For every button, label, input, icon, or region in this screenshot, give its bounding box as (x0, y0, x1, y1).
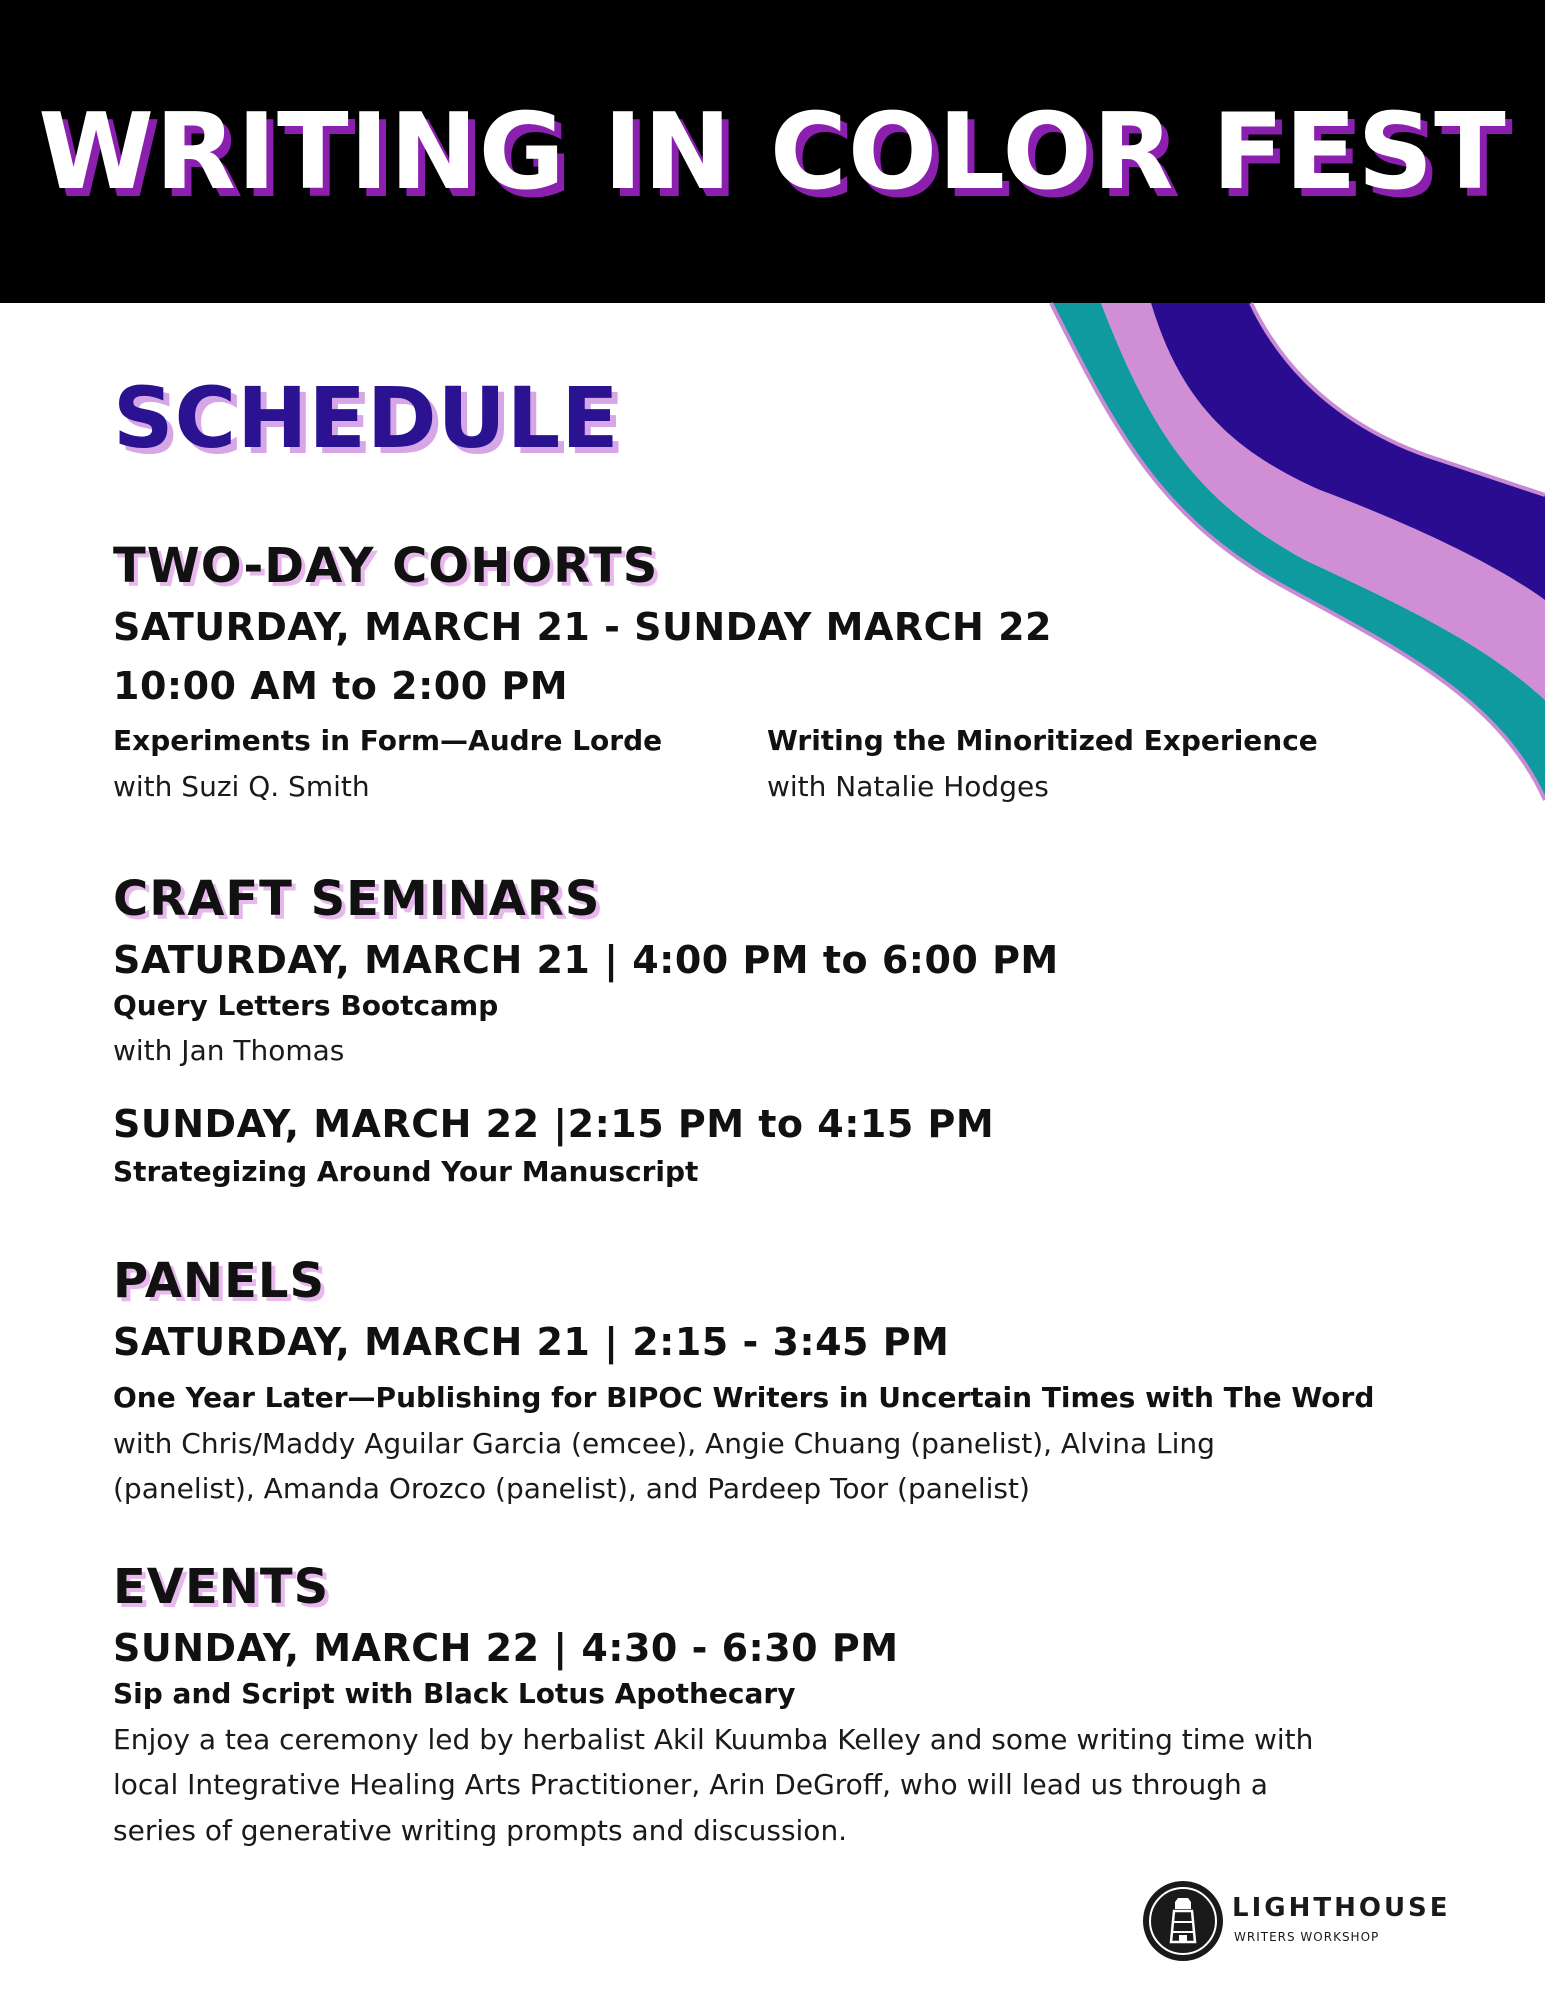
panel-title: One Year Later—Publishing for BIPOC Writers in Uncertain Times with The Word (113, 1381, 1375, 1414)
craft-slot-title: Strategizing Around Your Manuscript (113, 1155, 699, 1188)
event-description: series of generative writing prompts and discussion. (113, 1814, 848, 1847)
panel-description: (panelist), Amanda Orozco (panelist), and Pardeep Toor (panelist) (113, 1472, 1030, 1505)
craft-slot-date: SUNDAY, MARCH 22 |2:15 PM to 4:15 PM (113, 1102, 995, 1146)
logo-name: LIGHTHOUSE (1232, 1893, 1451, 1923)
fest-title: WRITING IN COLOR FEST (38, 91, 1507, 213)
craft-slot-title: Query Letters Bootcamp (113, 989, 499, 1022)
events-date: SUNDAY, MARCH 22 | 4:30 - 6:30 PM (113, 1626, 899, 1670)
cohort-session-title: Experiments in Form—Audre Lorde (113, 724, 663, 757)
craft-slot-leader: with Jan Thomas (113, 1034, 345, 1067)
event-description: local Integrative Healing Arts Practitioner, Arin DeGroff, who will lead us through a (113, 1768, 1268, 1801)
panels-heading: PANELS (113, 1253, 326, 1309)
cohort-session-leader: with Suzi Q. Smith (113, 770, 370, 803)
event-description: Enjoy a tea ceremony led by herbalist Akil Kuumba Kelley and some writing time with (113, 1723, 1314, 1756)
craft-slot-date: SATURDAY, MARCH 21 | 4:00 PM to 6:00 PM (113, 938, 1059, 982)
lighthouse-icon (1142, 1880, 1224, 1962)
cohorts-time: 10:00 AM to 2:00 PM (113, 664, 569, 708)
cohort-session-title: Writing the Minoritized Experience (767, 724, 1318, 757)
panel-description: with Chris/Maddy Aguilar Garcia (emcee), Angie Chuang (panelist), Alvina Ling (113, 1427, 1215, 1460)
schedule-heading: SCHEDULE (113, 369, 620, 467)
event-title: Sip and Script with Black Lotus Apothecary (113, 1677, 796, 1710)
logo-subtitle: WRITERS WORKSHOP (1234, 1930, 1380, 1944)
cohort-session-leader: with Natalie Hodges (767, 770, 1049, 803)
events-heading: EVENTS (113, 1559, 330, 1615)
cohorts-heading: TWO-DAY COHORTS (113, 538, 659, 594)
lighthouse-logo (1142, 1880, 1462, 1962)
cohorts-dates: SATURDAY, MARCH 21 - SUNDAY MARCH 22 (113, 605, 1052, 649)
craft-heading: CRAFT SEMINARS (113, 871, 601, 927)
panels-date: SATURDAY, MARCH 21 | 2:15 - 3:45 PM (113, 1320, 950, 1364)
